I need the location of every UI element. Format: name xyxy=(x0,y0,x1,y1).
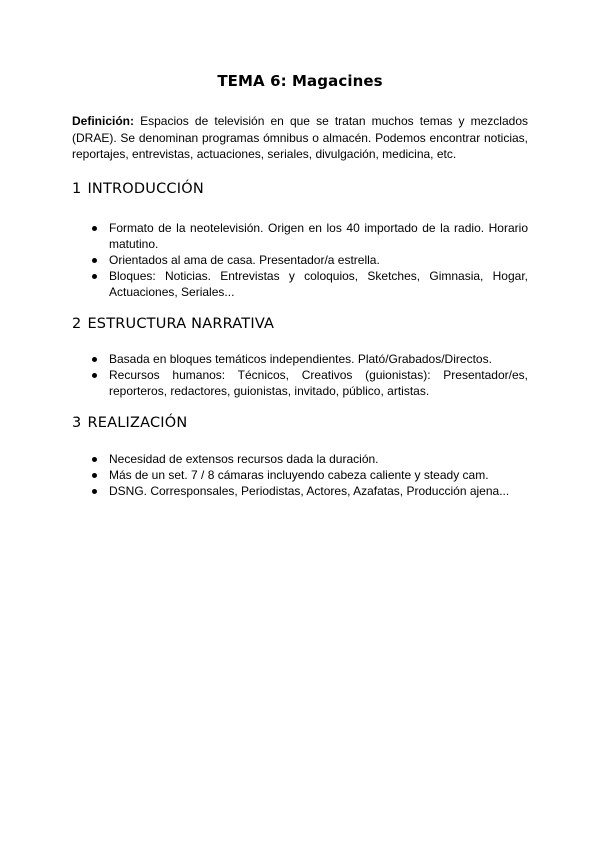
bullet-list-realizacion xyxy=(72,451,528,499)
list-item-text: Recursos humanos: Técnicos, Creativos (guionistas): Presentador/es, reporteros, redactores, guionistas, invitado, público, artistas. xyxy=(109,368,528,398)
list-item-text: Formato de la neotelevisión. Origen en los 40 importado de la radio. Horario matutino. xyxy=(109,221,528,251)
list-item-text: Bloques: Noticias. Entrevistas y coloquios, Sketches, Gimnasia, Hogar, Actuaciones, Seriales... xyxy=(109,269,528,299)
list-item-text: DSNG. Corresponsales, Periodistas, Actores, Azafatas, Producción ajena... xyxy=(109,484,510,498)
list-item xyxy=(72,451,528,467)
list-item-text: Basada en bloques temáticos independientes. Plató/Grabados/Directos. xyxy=(109,352,492,366)
list-item xyxy=(72,367,528,399)
list-item-text: Más de un set. 7 / 8 cámaras incluyendo cabeza caliente y steady cam. xyxy=(109,468,489,482)
bullet-list-estructura-narrativa xyxy=(72,351,528,399)
bullet-dot-icon xyxy=(92,489,97,494)
bullet-dot-icon xyxy=(92,457,97,462)
section-heading-realizacion xyxy=(72,415,528,431)
list-item xyxy=(72,351,528,367)
bullet-dot-icon xyxy=(92,226,97,231)
list-item-text: Necesidad de extensos recursos dada la duración. xyxy=(109,452,379,466)
section-number: 2 xyxy=(72,316,82,332)
section-title: REALIZACIÓN xyxy=(87,415,188,431)
bullet-dot-icon xyxy=(92,357,97,362)
definition-text: Espacios de televisión en que se tratan muchos temas y mezclados (DRAE). Se denominan programas ómnibus o almacén. Podemos encontrar noticias, reportajes, entrevistas, actuaciones, seriales, divulgación, medicina, etc. xyxy=(72,114,528,161)
list-item xyxy=(72,467,528,483)
bullet-list-introduccion xyxy=(72,220,528,300)
bullet-dot-icon xyxy=(92,473,97,478)
bullet-dot-icon xyxy=(92,373,97,378)
bullet-dot-icon xyxy=(92,258,97,263)
section-title: ESTRUCTURA NARRATIVA xyxy=(87,316,275,332)
definition-paragraph xyxy=(72,113,528,163)
list-item-text: Orientados al ama de casa. Presentador/a estrella. xyxy=(109,253,380,267)
definition-label: Definición: xyxy=(72,114,134,128)
section-number: 1 xyxy=(72,181,82,197)
list-item xyxy=(72,268,528,300)
bullet-dot-icon xyxy=(92,274,97,279)
section-number: 3 xyxy=(72,415,82,431)
section-heading-estructura-narrativa xyxy=(72,316,528,332)
document-title: TEMA 6: Magacines xyxy=(217,72,383,90)
list-item xyxy=(72,252,528,268)
list-item xyxy=(72,483,528,499)
section-heading-introduccion xyxy=(72,181,528,197)
list-item xyxy=(72,220,528,252)
section-title: INTRODUCCIÓN xyxy=(87,181,204,197)
